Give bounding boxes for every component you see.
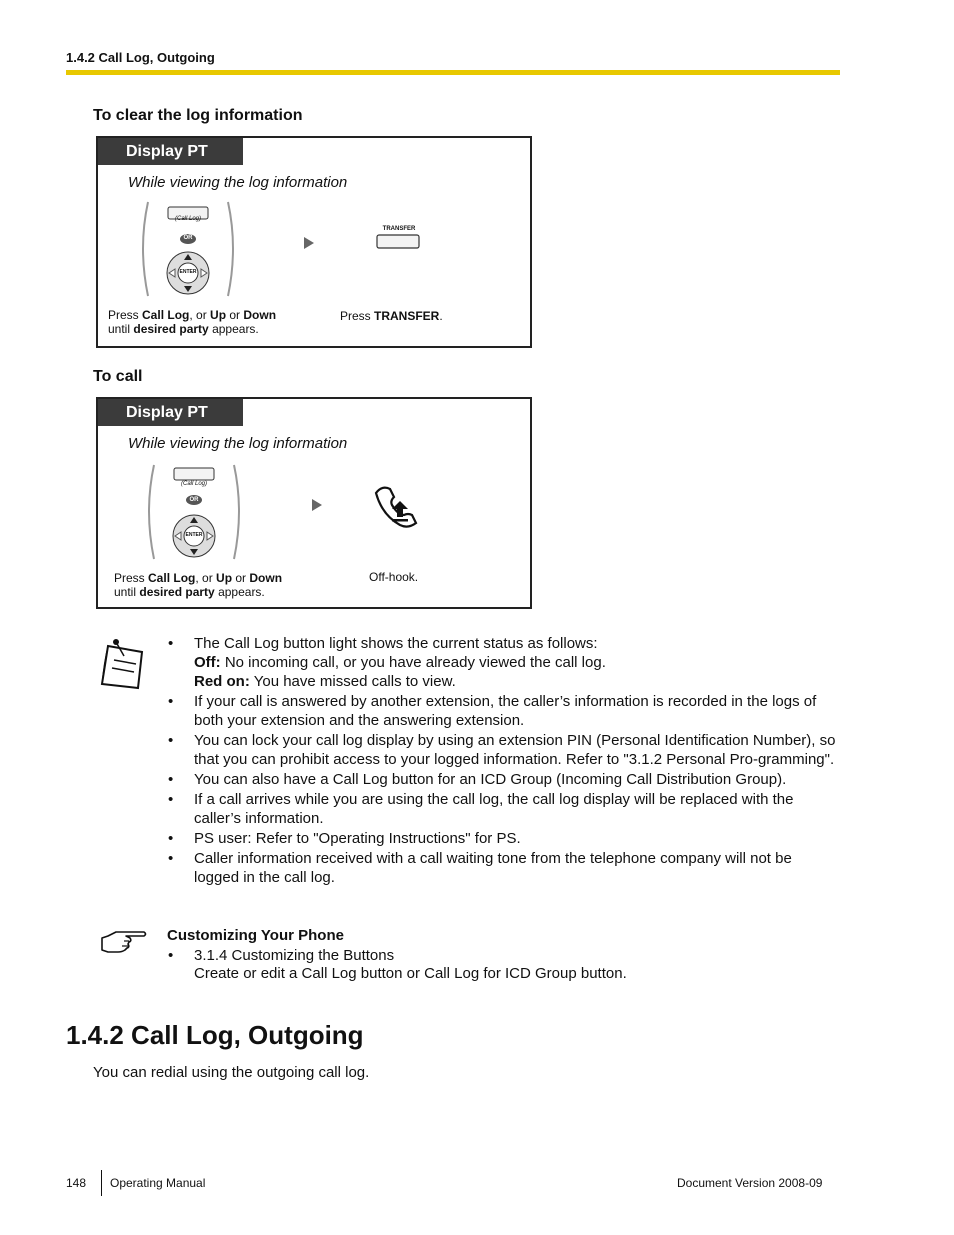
intro-text: You can redial using the outgoing call log. [93, 1064, 370, 1081]
transfer-key-label: TRANSFER [382, 226, 416, 232]
step-caption-2: Off-hook. [369, 570, 419, 584]
instruction-note: While viewing the log information [128, 435, 348, 452]
step-caption-1: Press Call Log, or Up or Down until desired party appears. [114, 571, 283, 599]
panel-clear [96, 136, 532, 348]
call-log-key-label: (Call Log) [174, 216, 201, 222]
list-item: • You can also have a Call Log button for an ICD Group (Incoming Call Distribution Group). [168, 771, 787, 788]
customizing-list [167, 947, 827, 984]
list-item: • Caller information received with a call waiting tone from the telephone company will not be logged in the call log. [168, 850, 792, 886]
list-item: • You can lock your call log display by using an extension PIN (Personal Identification Number), so that you can prohibit access to your logged information. Refer to "3.1.2 Personal Pro-gramming". [168, 732, 836, 768]
customizing-title: Customizing Your Phone [167, 927, 344, 944]
instruction-note: While viewing the log information [128, 174, 348, 191]
customizing-link[interactable]: 3.1.4 Customizing the Buttons [194, 947, 395, 964]
list-item: • If a call arrives while you are using the call log, the call log display will be replaced with the caller’s information. [168, 791, 794, 827]
or-label: OR [183, 235, 193, 241]
display-pt-tab: Display PT [98, 138, 243, 165]
enter-label: ENTER [179, 269, 197, 275]
display-pt-tab: Display PT [98, 399, 243, 426]
call-log-keypad-icon [136, 198, 240, 300]
page-title: 1.4.2 Call Log, Outgoing [66, 1020, 364, 1050]
header-rule [66, 70, 840, 75]
list-item: • 3.1.4 Customizing the Buttons Create or edit a Call Log button or Call Log for ICD Group button. [167, 947, 827, 983]
section-title-clear: To clear the log information [93, 107, 303, 124]
notepad-icon [98, 636, 148, 692]
step-caption-1: Press Call Log, or Up or Down until desired party appears. [108, 308, 277, 336]
pointing-hand-icon [100, 928, 148, 954]
call-log-key-label: (Call Log) [180, 481, 207, 487]
page-number: 148 [66, 1176, 87, 1190]
off-hook-handset-icon [370, 485, 420, 527]
next-step-arrow [304, 237, 314, 249]
list-item: • If your call is answered by another extension, the caller’s information is recorded in the logs of both your extension and the answering extension. [168, 693, 817, 729]
section-title-call: To call [93, 368, 143, 385]
list-item: • PS user: Refer to "Operating Instructions" for PS. [168, 830, 521, 847]
next-step-arrow [312, 499, 322, 511]
running-header: 1.4.2 Call Log, Outgoing [66, 50, 215, 65]
or-label: OR [189, 497, 199, 503]
notes-list [166, 634, 836, 888]
transfer-key-icon [376, 234, 422, 250]
footer-version: Document Version 2008-09 [677, 1176, 823, 1190]
call-log-keypad-icon [142, 461, 246, 563]
step-caption-2: Press TRANSFER. [340, 309, 443, 323]
list-item: • The Call Log button light shows the current status as follows: Off: No incoming call, or you have already viewed the call log. Red on: You have missed calls to view. [168, 635, 606, 690]
enter-label: ENTER [185, 532, 203, 538]
footer-divider [101, 1170, 102, 1196]
panel-call [96, 397, 532, 609]
footer-manual-title: Operating Manual [110, 1176, 206, 1190]
